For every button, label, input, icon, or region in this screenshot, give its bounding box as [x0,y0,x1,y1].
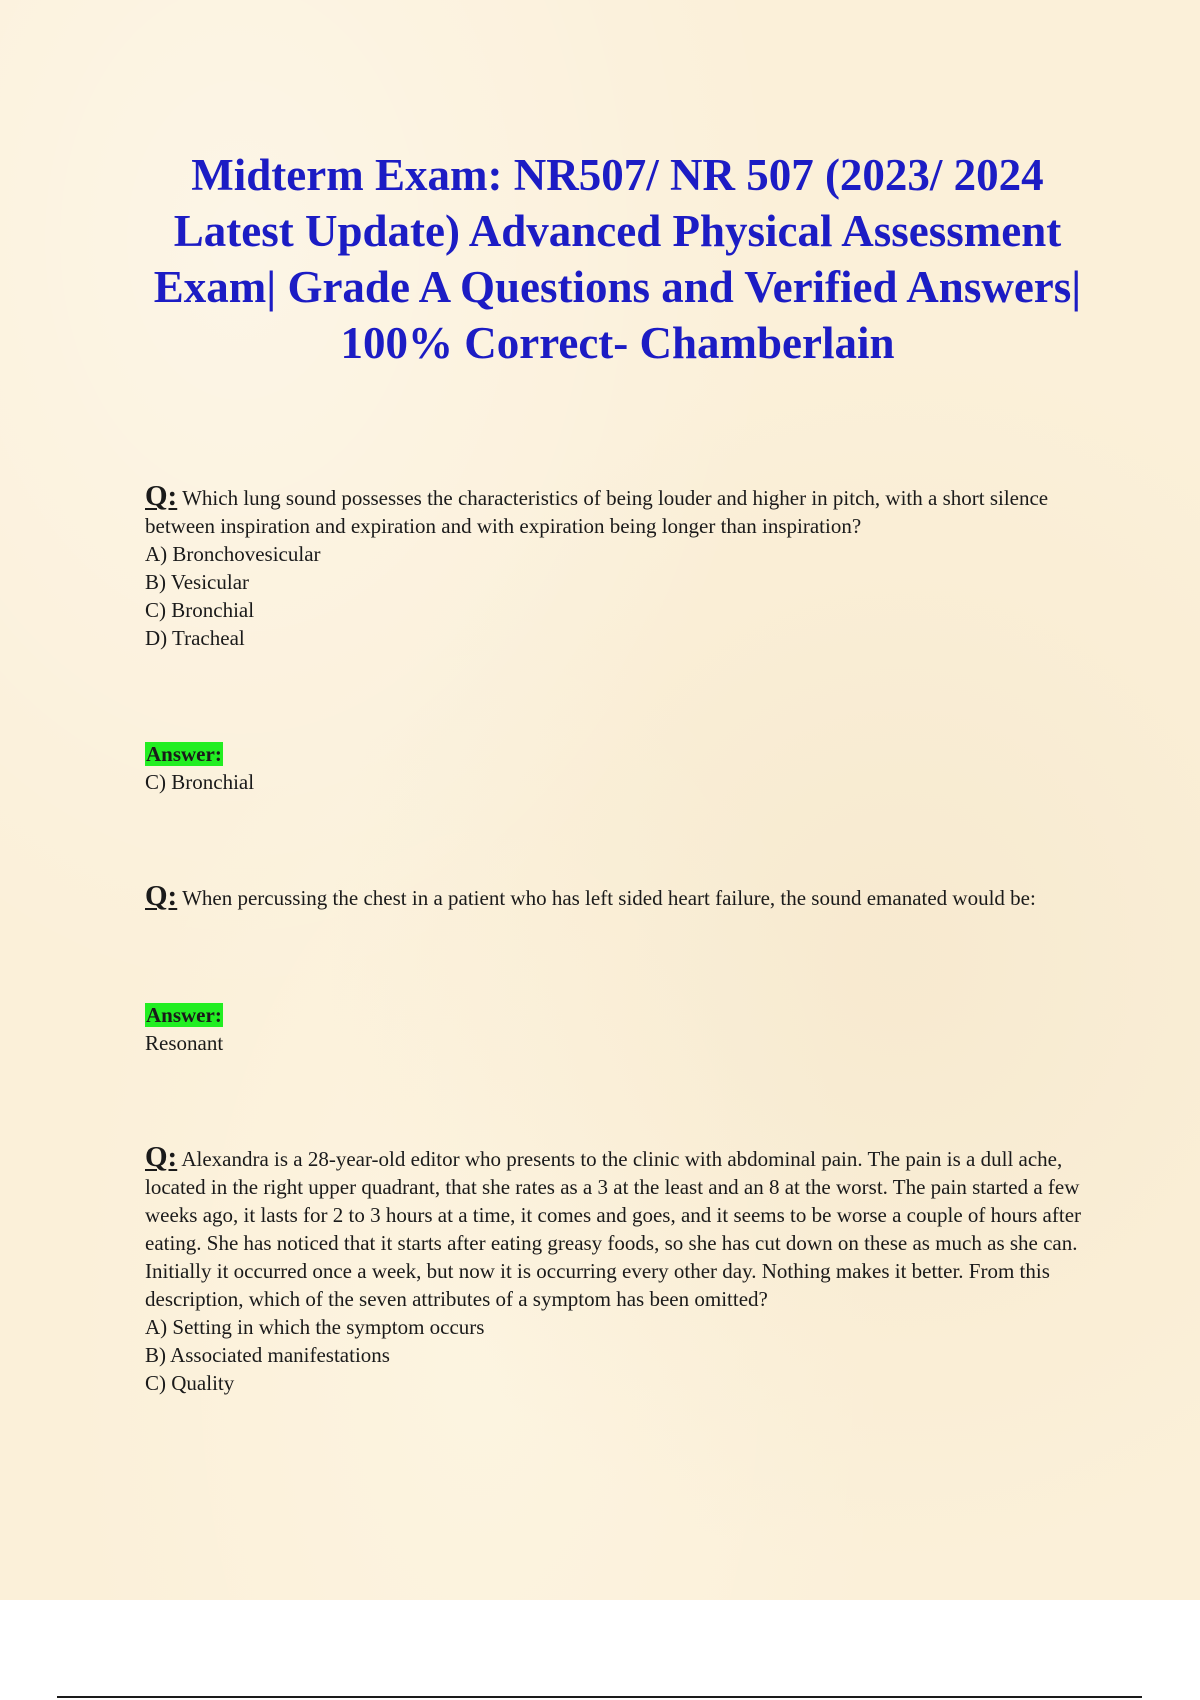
question-text-2 [145,882,1095,912]
page-title: Midterm Exam: NR507/ NR 507 (2023/ 2024 Latest Update) Advanced Physical Assessment Exam| Grade A Questions and Verified Answers| 100% Correct- Chamberlain [153,150,1082,368]
option-item: A) Setting in which the symptom occurs [145,1315,485,1339]
option-item: A) Bronchovesicular [145,542,321,566]
answer-label: Answer: [146,1003,222,1027]
question-label: Q: [145,1141,178,1173]
answer-text-2: Resonant [145,1031,224,1055]
question-body: Which lung sound possesses the characteristics of being louder and higher in pitch, with a short silence between inspiration and expiration and with expiration being longer than inspiration? [145,486,1049,538]
question-text-3 [145,1143,1095,1313]
answer-label: Answer: [146,742,222,766]
question-body: When percussing the chest in a patient who has left sided heart failure, the sound emanated would be: [182,886,1036,910]
question-block-2 [145,882,1095,912]
option-item: B) Vesicular [145,570,250,594]
footer-divider [57,1696,1142,1698]
option-item: B) Associated manifestations [145,1343,390,1367]
answer-block-2 [145,1001,1095,1057]
option-item: C) Quality [145,1371,235,1395]
question-text-1 [145,482,1095,540]
question-body: Alexandra is a 28-year-old editor who presents to the clinic with abdominal pain. The pain is a dull ache, located in the right upper quadrant, that she rates as a 3 at the least and an 8 at the worst. The pain started a few weeks ago, it lasts for 2 to 3 hours at a time, it comes and goes, and it seems to be worse a couple of hours after eating. She has noticed that it starts after eating greasy foods, so she has cut down on these as much as she can. Initially it occurred once a week, but now it is occurring every other day. Nothing makes it better. From this description, which of the seven attributes of a symptom has been omitted? [145,1147,1082,1311]
option-item: D) Tracheal [145,626,245,650]
question-label: Q: [145,480,178,512]
question-block-1 [145,482,1095,652]
question-block-3 [145,1143,1095,1397]
answer-text-1: C) Bronchial [145,770,255,794]
answer-block-1 [145,740,1095,796]
question-label: Q: [145,880,178,912]
option-item: C) Bronchial [145,598,255,622]
